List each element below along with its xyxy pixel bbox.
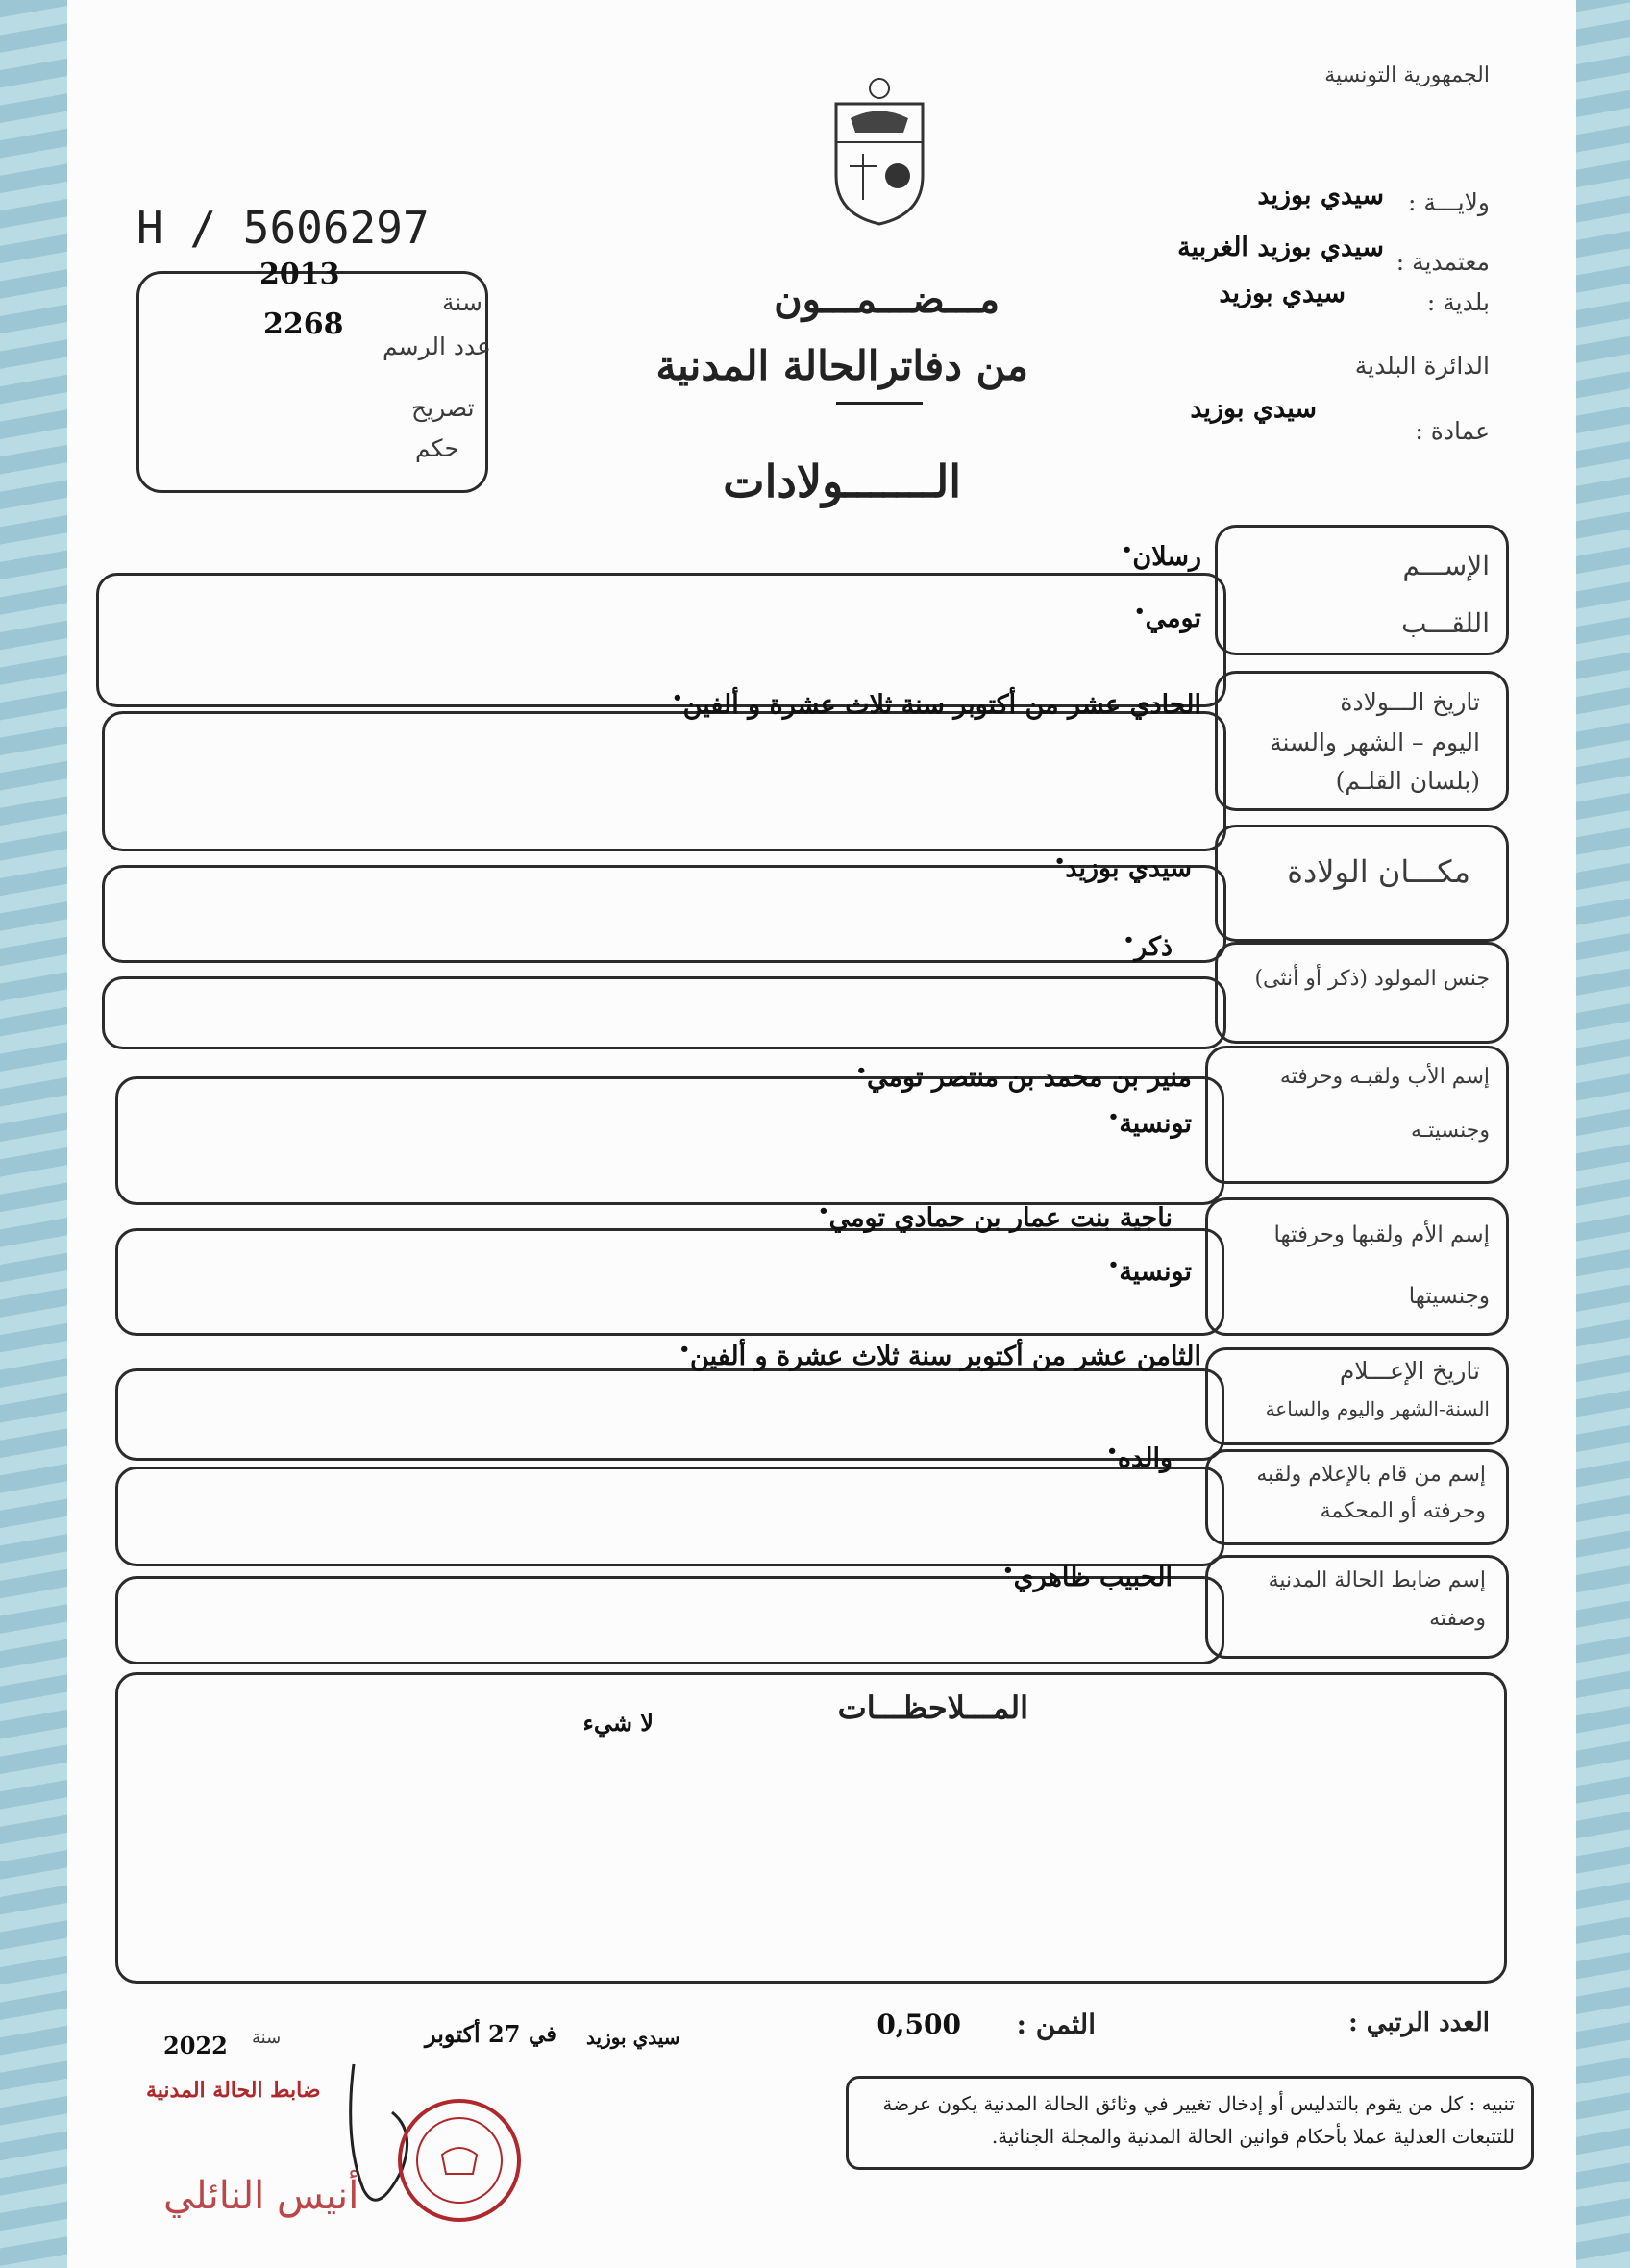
date-prefix: في	[529, 2022, 556, 2047]
wilaya-label: ولايـــة :	[1407, 188, 1490, 216]
first-name-value: رسلان •	[1122, 540, 1201, 572]
wilaya-value: سيدي بوزيد	[1257, 181, 1384, 210]
issue-year: 2022	[163, 2032, 228, 2059]
price-label: الثمن :	[1016, 2009, 1096, 2040]
birth-certificate	[67, 0, 1576, 2268]
delegation-value: سيدي بوزيد الغربية	[1177, 233, 1384, 262]
birthdate-value: الحادي عشر من أكتوبر سنة ثلاث عشرة و ألفين •	[672, 688, 1201, 720]
district-label: الدائرة البلدية	[1354, 352, 1490, 380]
declarant-label: إسم من قام بالإعلام ولقبه	[1256, 1463, 1486, 1487]
birthdate-label: تاريخ الـــولادة	[1340, 688, 1480, 716]
declaration-date-label-format: السنة-الشهر واليوم والساعة	[1265, 1397, 1490, 1420]
serial-number: H / 5606297	[136, 202, 430, 254]
mother-value: ناجية بنت عمار بن حمادي تومي •	[818, 1201, 1173, 1233]
declaration-date-value: الثامن عشر من أكتوبر سنة ثلاث عشرة و ألفين •	[679, 1340, 1201, 1371]
officer-label-title: وصفته	[1429, 1607, 1486, 1631]
tunisia-emblem-icon	[827, 75, 932, 229]
notes-label: المـــلاحظـــات	[837, 1689, 1028, 1726]
register-number: 2268	[263, 308, 344, 341]
father-label: إسم الأب ولقبـه وحرفته	[1279, 1065, 1490, 1089]
imada-value: سيدي بوزيد	[1190, 394, 1317, 424]
father-value: منير بن محمد بن منتصر تومي •	[856, 1061, 1192, 1093]
declarant-label-profession: وحرفته أو المحكمة	[1320, 1499, 1486, 1523]
title-content: مـــضـــمـــون	[774, 277, 1000, 322]
title-underline	[836, 402, 923, 405]
price-value: 0,500	[877, 2009, 961, 2040]
surname-value: تومي •	[1134, 602, 1201, 633]
ordinal-label: العدد الرتبي :	[1348, 2009, 1490, 2037]
signature-and-stamp-icon	[286, 2055, 527, 2237]
register-year: 2013	[259, 258, 340, 291]
imada-label: عمادة :	[1415, 417, 1490, 445]
declaration-date-label: تاريخ الإعـــلام	[1339, 1357, 1480, 1385]
value-box-father	[115, 1076, 1224, 1205]
declarant-value: والده •	[1106, 1442, 1173, 1473]
value-box-declaration-date	[115, 1368, 1224, 1461]
father-label-nationality: وجنسيتـه	[1410, 1119, 1490, 1143]
mother-nationality-value: تونسية •	[1108, 1255, 1192, 1287]
label-box-gender	[1215, 942, 1509, 1044]
name-label: الإســـم	[1402, 550, 1490, 581]
value-box-name	[96, 573, 1226, 707]
value-box-gender	[102, 976, 1226, 1049]
mother-label: إسم الأم ولقبها وحرفتها	[1273, 1222, 1490, 1247]
value-box-birthdate	[102, 711, 1226, 851]
gender-label: جنس المولود (ذكر أو أنثى)	[1254, 967, 1490, 991]
gender-value: ذكر •	[1124, 930, 1173, 962]
municipality-value: سيدي بوزيد	[1219, 279, 1346, 308]
surname-label: اللقـــب	[1401, 607, 1490, 639]
title-births: الـــــــولادات	[723, 456, 961, 507]
municipality-label: بلدية :	[1426, 288, 1490, 316]
label-box-mother	[1205, 1197, 1509, 1336]
notes-box	[115, 1672, 1507, 1984]
delegation-label: معتمدية :	[1395, 248, 1490, 276]
register-judgment-label: حكم	[415, 434, 459, 462]
value-box-declarant	[115, 1467, 1224, 1566]
signature-name: أنيس النائلي	[163, 2174, 359, 2218]
officer-stamp-text: ضابط الحالة المدنية	[146, 2078, 321, 2103]
father-nationality-value: تونسية •	[1108, 1107, 1192, 1139]
notes-value: لا شيء	[582, 1709, 654, 1737]
issue-date: 27 أكتوبر	[425, 2020, 521, 2048]
register-number-label: عدد الرسم	[383, 333, 492, 360]
register-year-label: سنة	[442, 288, 482, 316]
officer-label: إسم ضابط الحالة المدنية	[1268, 1568, 1486, 1592]
issue-year-label: سنة	[252, 2028, 282, 2048]
register-declaration-label: تصريح	[411, 394, 475, 422]
issue-place: سيدي بوزيد	[586, 2026, 680, 2049]
value-box-mother	[115, 1228, 1224, 1336]
officer-value: الحبيب ظاهري •	[1002, 1561, 1173, 1592]
birthplace-label: مكـــان الولادة	[1287, 853, 1470, 890]
birthplace-value: سيدي بوزيد •	[1054, 851, 1192, 883]
birthdate-label-format: اليوم – الشهر والسنة	[1270, 728, 1480, 756]
mother-label-nationality: وجنسيتها	[1408, 1284, 1490, 1309]
notice-text: تنبيه : كل من يقوم بالتدليس أو إدخال تغيير في وثائق الحالة المدنية يكون عرضة للتتبعات العدلية عملا بأحكام قوانين الحالة المدنية والمجلة الجنائية.	[882, 2092, 1515, 2148]
republic-label: الجمهورية التونسية	[1324, 63, 1490, 87]
birthdate-label-words: (بلسان القلـم)	[1335, 767, 1480, 795]
title-registers: من دفاترالحالة المدنية	[655, 342, 1028, 389]
